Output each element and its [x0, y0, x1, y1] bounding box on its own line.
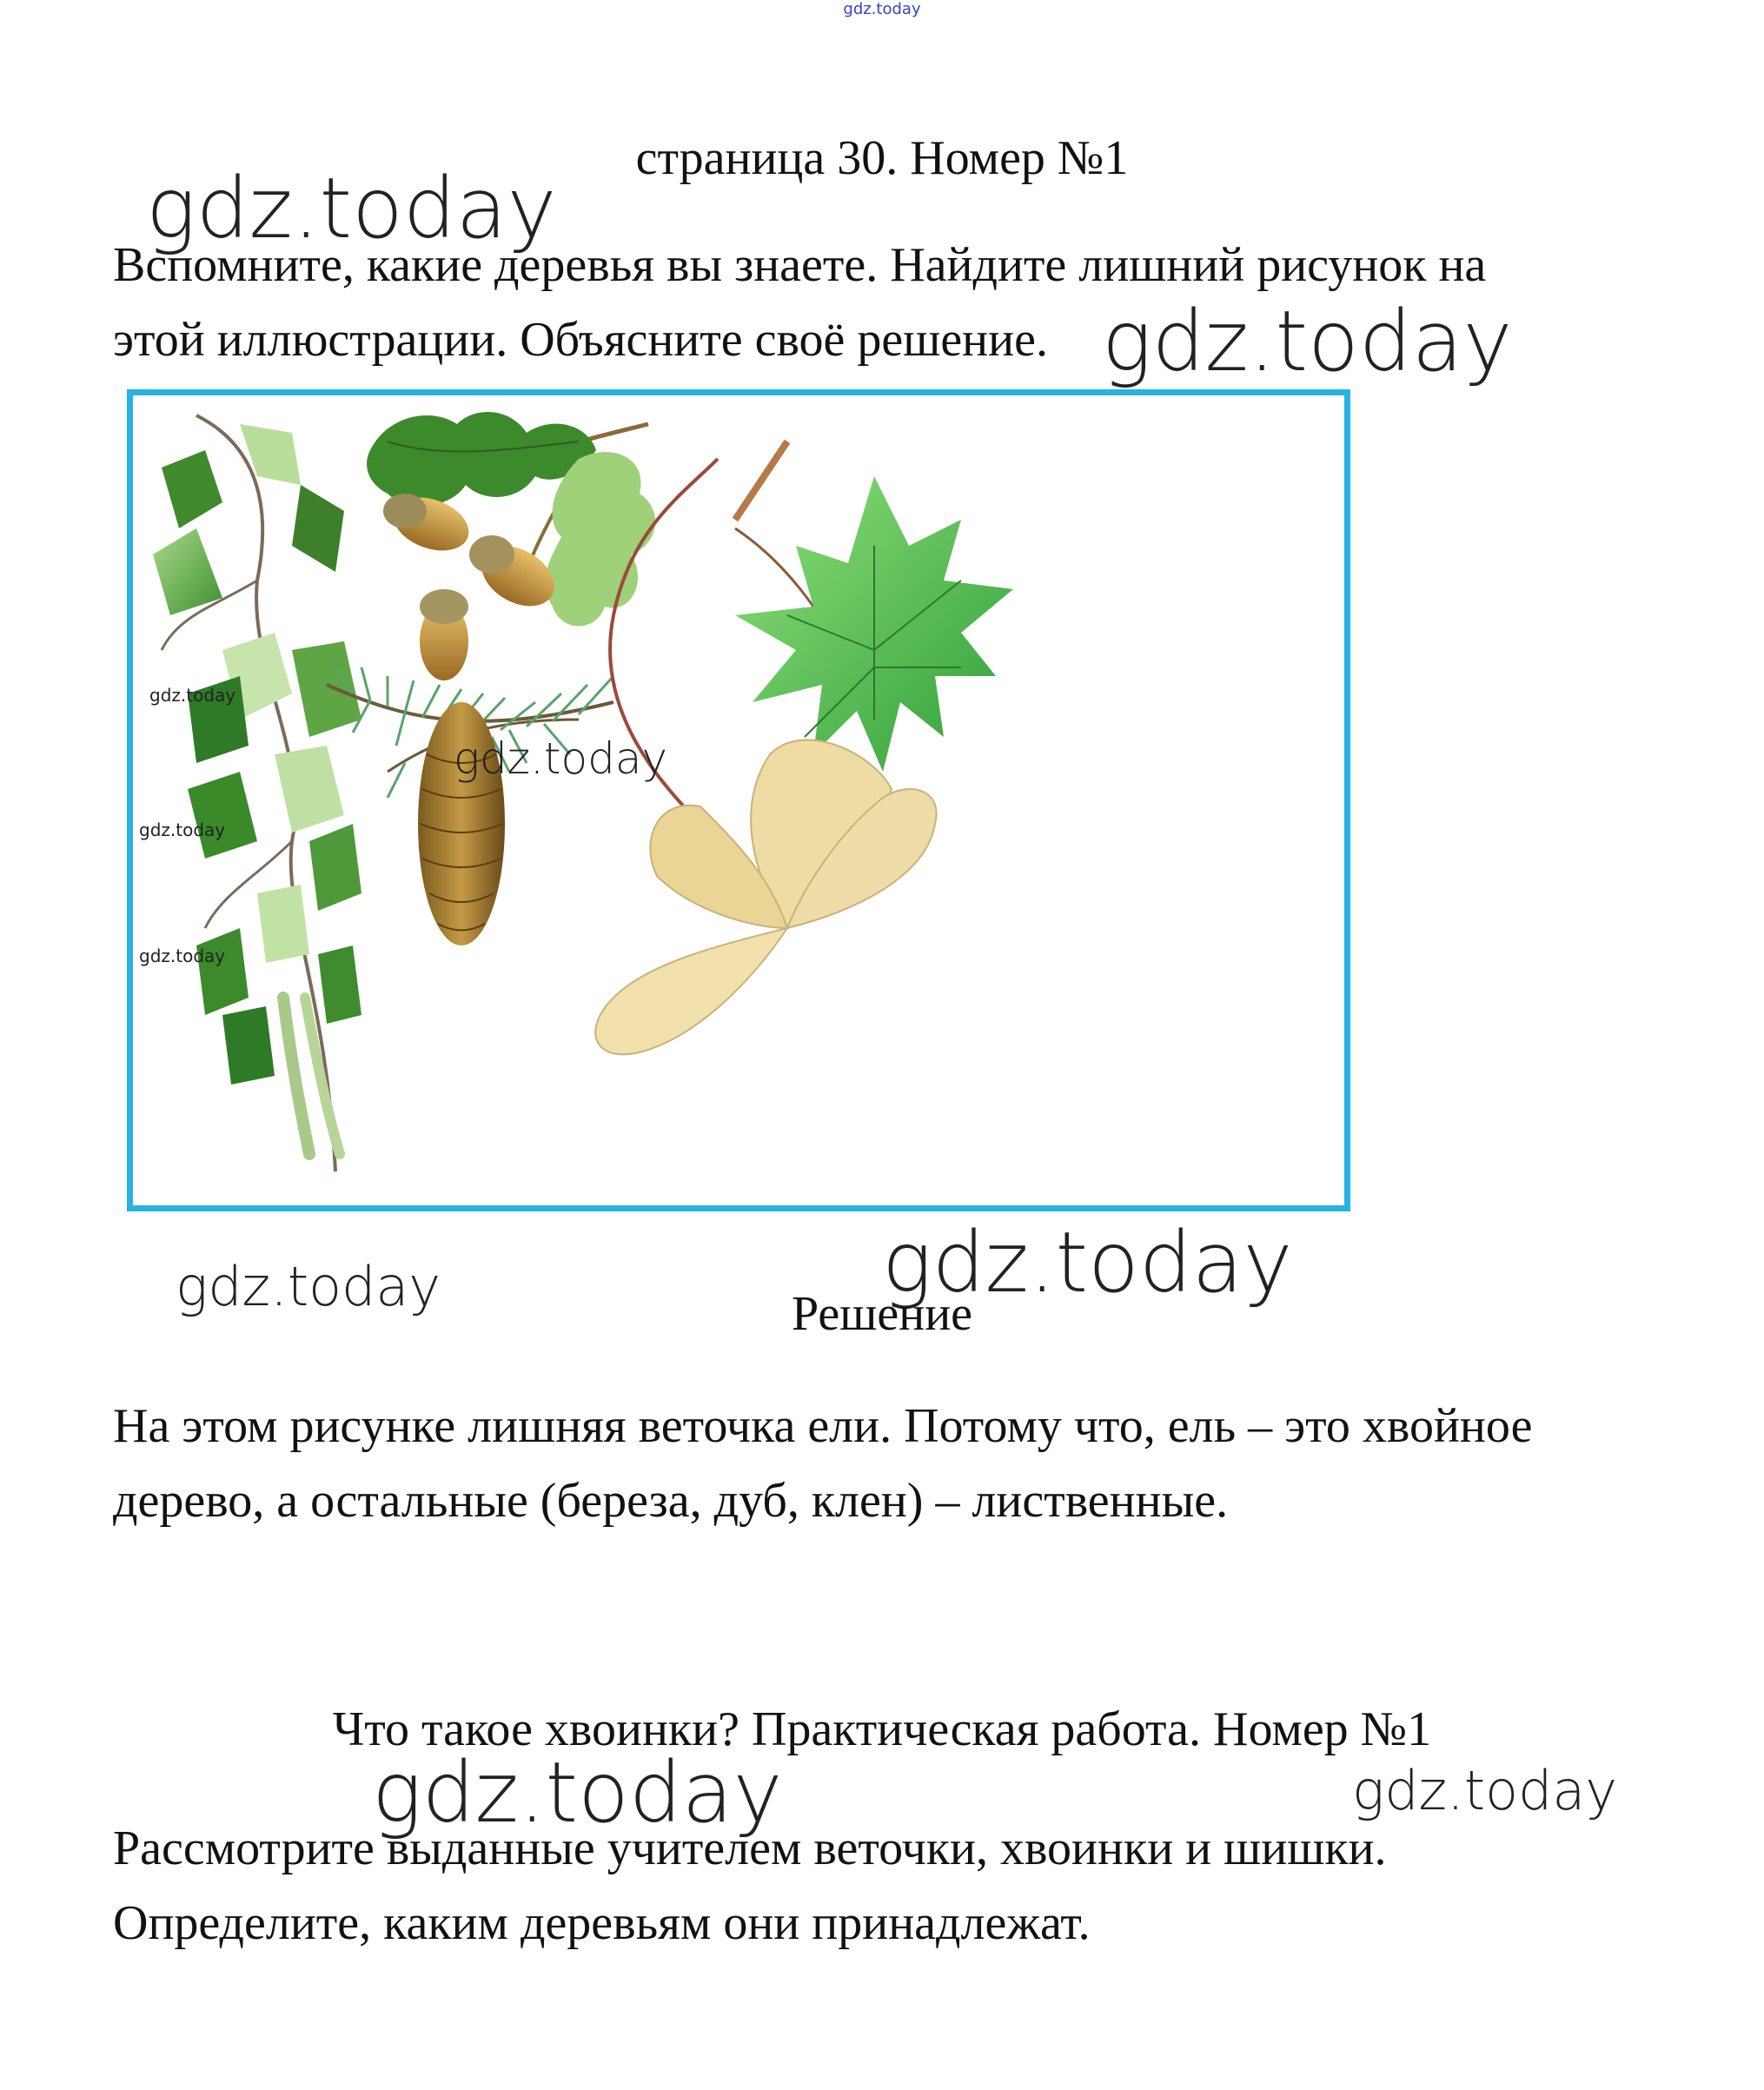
task2-line1: Рассмотрите выданные учителем веточки, хвоинки и шишки.: [113, 1821, 1387, 1875]
watermark: gdz.today: [146, 160, 557, 257]
solution-line2: дерево, а остальные (береза, дуб, клен) – лиственные.: [113, 1474, 1229, 1528]
watermark: gdz.today: [139, 945, 226, 966]
illustration-frame: [127, 389, 1350, 1211]
task1-title: страница 30. Номер №1: [635, 131, 1129, 185]
task2-title: Что такое хвоинки? Практическая работа. Номер №1: [332, 1702, 1432, 1756]
watermark: gdz.today: [149, 685, 236, 706]
header-watermark: gdz.today: [843, 0, 921, 18]
watermark: gdz.today: [1352, 1759, 1618, 1822]
watermark: gdz.today: [1102, 293, 1513, 390]
task1-question-line2: этой иллюстрации. Объясните своё решение.: [113, 313, 1048, 367]
watermark: gdz.today: [176, 1255, 441, 1318]
watermark: gdz.today: [882, 1214, 1293, 1311]
task2-line2: Определите, каким деревьям они принадлежат.: [113, 1896, 1091, 1950]
task1-question-line1: Вспомните, какие деревья вы знаете. Найдите лишний рисунок на: [113, 238, 1487, 292]
watermark: gdz.today: [139, 819, 226, 840]
solution-line1: На этом рисунке лишняя веточка ели. Потому что, ель – это хвойное: [113, 1399, 1533, 1453]
watermark: gdz.today: [454, 733, 668, 784]
solution-heading: Решение: [791, 1287, 973, 1341]
watermark: gdz.today: [372, 1744, 783, 1841]
